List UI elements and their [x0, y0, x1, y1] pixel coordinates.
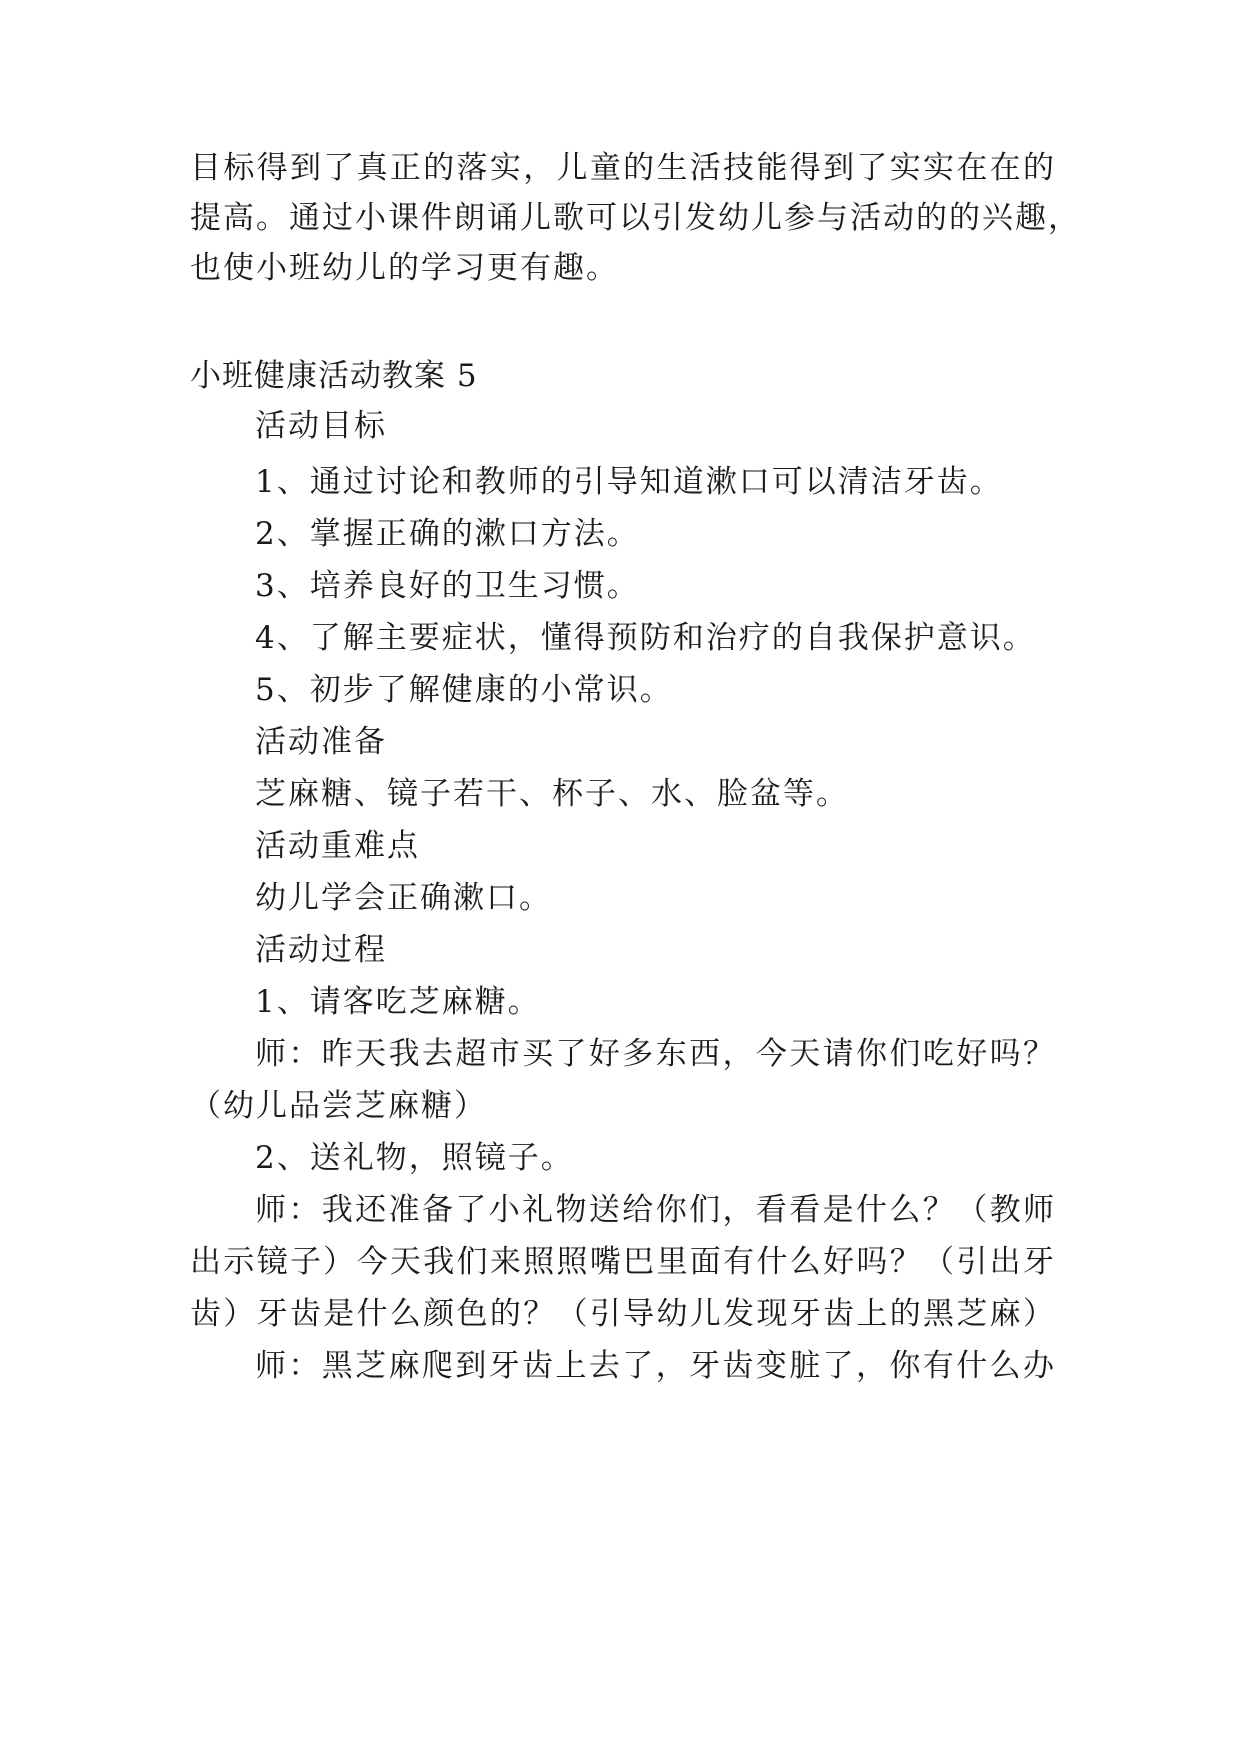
dialogue-2-line-2: 出示镜子）今天我们来照照嘴巴里面有什么好吗？（引出牙: [190, 1244, 1056, 1280]
dialogue-1-line-2: （幼儿品尝芝麻糖）: [190, 1088, 487, 1124]
dialogue-1-line-1: 师：昨天我去超市买了好多东西，今天请你们吃好吗？: [255, 1036, 1056, 1072]
dialogue-2-line-3: 齿）牙齿是什么颜色的？（引导幼儿发现牙齿上的黑芝麻）: [190, 1296, 1056, 1332]
key-text: 幼儿学会正确漱口。: [255, 880, 552, 916]
process-heading: 活动过程: [255, 932, 387, 968]
prep-heading: 活动准备: [255, 724, 387, 760]
prep-text: 芝麻糖、镜子若干、杯子、水、脸盆等。: [255, 776, 849, 812]
intro-line-3: 也使小班幼儿的学习更有趣。: [190, 250, 619, 286]
key-heading: 活动重难点: [255, 828, 420, 864]
goal-item-5: 5、初步了解健康的小常识。: [255, 672, 673, 708]
intro-line-2: 提高。通过小课件朗诵儿歌可以引发幼儿参与活动的的兴趣，: [190, 200, 1081, 236]
goal-item-2: 2、掌握正确的漱口方法。: [255, 516, 640, 552]
process-step-2: 2、送礼物，照镜子。: [255, 1140, 574, 1176]
dialogue-3-line-1: 师：黑芝麻爬到牙齿上去了，牙齿变脏了，你有什么办: [255, 1348, 1056, 1384]
process-step-1: 1、请客吃芝麻糖。: [255, 984, 541, 1020]
intro-line-1: 目标得到了真正的落实，儿童的生活技能得到了实实在在的: [190, 150, 1056, 186]
dialogue-2-line-1: 师：我还准备了小礼物送给你们，看看是什么？（教师: [255, 1192, 1056, 1228]
goal-item-1: 1、通过讨论和教师的引导知道漱口可以清洁牙齿。: [255, 464, 1003, 500]
goal-item-3: 3、培养良好的卫生习惯。: [255, 568, 640, 604]
goals-heading: 活动目标: [255, 408, 387, 444]
goal-item-4: 4、了解主要症状，懂得预防和治疗的自我保护意识。: [255, 620, 1036, 656]
section-title: 小班健康活动教案 5: [190, 358, 478, 394]
